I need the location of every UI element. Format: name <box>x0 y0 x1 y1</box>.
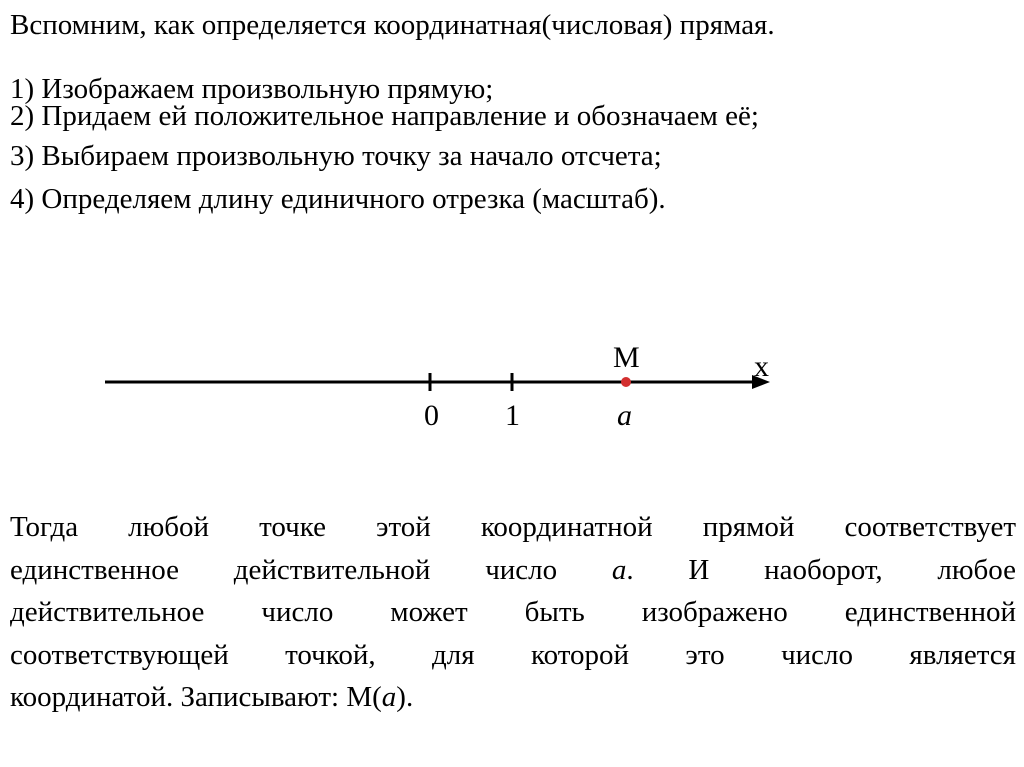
axis-label-x: x <box>754 350 769 383</box>
paragraph-line-4: соответствующей точкой, для которой это число является <box>10 638 1016 671</box>
paragraph-line-2: единственное действительной число а. И наоборот, любое <box>10 553 1016 586</box>
slide-title: Вспомним, как определяется координатная(числовая) прямая. <box>10 9 775 41</box>
point-m-label: M <box>613 341 640 374</box>
tick-label-zero: 0 <box>424 399 439 432</box>
tick-label-one: 1 <box>505 399 520 432</box>
paragraph-line-1: Тогда любой точке этой координатной прямой соответствует <box>10 511 1016 543</box>
paragraph-line-5: координатой. Записывают: М(а). <box>10 681 414 713</box>
number-line <box>0 330 1024 440</box>
step-1: 1) Изображаем произвольную прямую; <box>10 73 494 105</box>
step-2: 2) Придаем ей положительное направление и обозначаем её; <box>10 100 759 132</box>
point-m <box>621 377 631 387</box>
explanation-paragraph <box>10 506 1016 719</box>
step-3: 3) Выбираем произвольную точку за начало отсчета; <box>10 140 662 172</box>
point-coordinate-label: a <box>617 399 632 432</box>
step-4: 4) Определяем длину единичного отрезка (масштаб). <box>10 183 666 215</box>
paragraph-line-3: действительное число может быть изображено единственной <box>10 596 1016 628</box>
